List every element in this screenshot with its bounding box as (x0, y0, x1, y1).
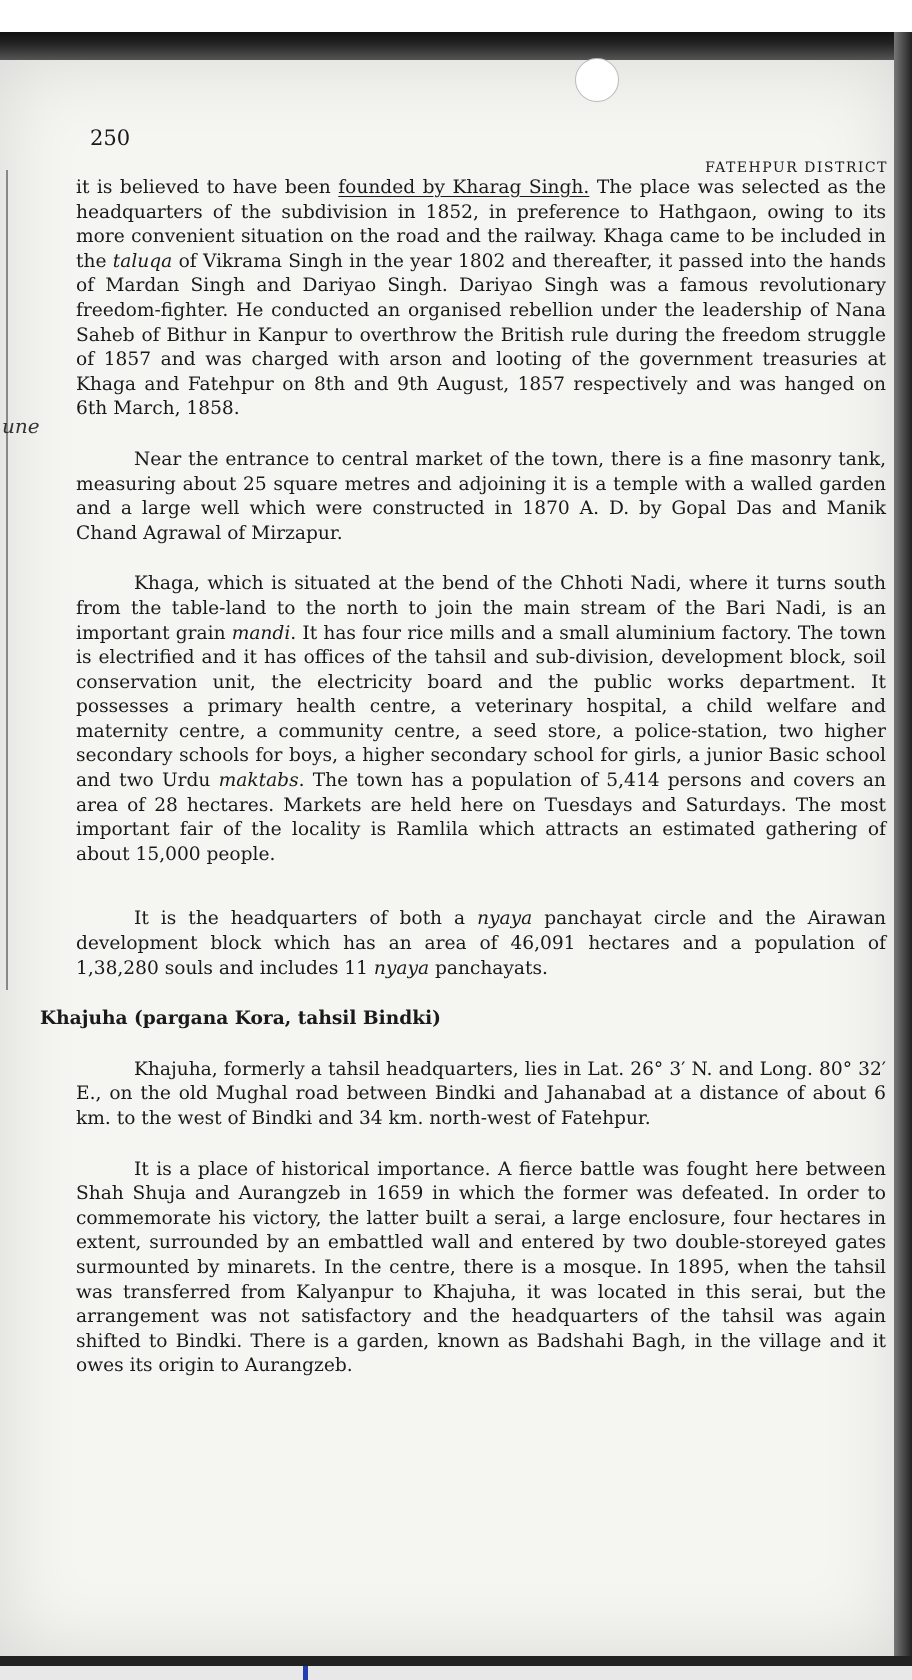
underlined-text: founded by Kharag Singh. (338, 177, 590, 198)
scan-bottom-margin (0, 1666, 912, 1680)
page-body (40, 176, 887, 1379)
margin-line (6, 170, 8, 990)
paragraph-khajuha-location: Khajuha, formerly a tahsil headquarters, lies in Lat. 26° 3′ N. and Long. 80° 32′ E., on the old Mughal road between Bindki and Jahanabad at a distance of about 6 km. to the west of Bindki and 34 km. north-west of Fatehpur. (76, 1058, 886, 1129)
scanner-frame-right (894, 32, 912, 1664)
paragraph-gap (76, 981, 886, 1007)
paragraph-khaga-history: it is believed to have been founded by Kharag Singh. The place was selected as the headquarters of the subdivision in 1852, in preference to Hathgaon, owing to its more convenient situation on the road and the railway. Khaga came to be included in the taluqa of Vikrama Singh in the year 1802 and thereafter, it passed into the hands of Mardan Singh and Dariyao Singh. Dariyao Singh was a famous revolutionary freedom-fighter. He conducted an organised rebellion under the leadership of Nana Saheb of Bithur in Kanpur to overthrow the British rule during the freedom struggle of 1857 and was charged with arson and looting of the government treasuries at Khaga and Fatehpur on 8th and 9th August, 1857 respectively and was hanged on 6th March, 1858. (76, 177, 887, 420)
scan-edge-marker (303, 1666, 308, 1680)
italic-term: taluqa (112, 250, 173, 272)
paragraph-gap (76, 422, 886, 448)
italic-term: mandi (231, 622, 291, 644)
section-heading-khajuha: Khajuha (pargana Kora, tahsil Bindki) (40, 1008, 441, 1030)
paragraph-tank-temple: Near the entrance to central market of the town, there is a fine masonry tank, measuring about 25 square metres and adjoining it is a temple with a walled garden and a large well which were constructed in 1870 A. D. by Gopal Das and Manik Chand Agrawal of Mirzapur. (76, 448, 886, 544)
italic-term: nyaya (477, 908, 533, 930)
paragraph-gap (76, 1032, 886, 1058)
paragraph-gap (76, 546, 886, 572)
paragraph-gap (76, 867, 886, 907)
scanner-frame-bottom (0, 1656, 912, 1666)
scan-top-margin (0, 0, 912, 32)
page-number: 250 (90, 126, 131, 150)
paragraph-khajuha-history: It is a place of historical importance. A fierce battle was fought here between Shah Shuja and Aurangzeb in 1659 in which the former was defeated. In order to commemorate his victory, the latter built a serai, a large enclosure, four hectares in extent, surrounded by an embattled wall and entered by two double-storeyed gates surmounted by minarets. In the centre, there is a mosque. In 1895, when the tahsil was transferred from Kalyanpur to Khajuha, it was located in this serai, but the arrangement was not satisfactory and the headquarters of the tahsil was again shifted to Bindki. There is a garden, known as Badshahi Bagh, in the village and it owes its origin to Aurangzeb. (76, 1158, 886, 1377)
italic-term: maktabs (218, 770, 299, 792)
running-head: FATEHPUR DISTRICT (705, 160, 888, 176)
paragraph-khaga-town: Khaga, which is situated at the bend of the Chhoti Nadi, where it turns south from the table-land to the north to join the main stream of the Bari Nadi, is an important grain mandi. It has four rice mills and a small aluminium factory. The town is electrified and it has offices of the tahsil and sub-division, development block, soil conservation unit, the electricity board and the public works department. It possesses a primary health centre, a veterinary hospital, a child welfare and maternity centre, a community centre, a seed store, a police-station, two higher secondary schools for boys, a higher secondary school for girls, a junior Basic school and two Urdu maktabs. The town has a population of 5,414 persons and covers an area of 28 hectares. Markets are held here on Tuesdays and Saturdays. The most important fair of the locality is Ramlila which attracts an estimated gathering of about 15,000 people. (76, 573, 887, 865)
italic-term: nyaya (373, 957, 430, 979)
scanner-frame-top (0, 32, 912, 60)
punch-hole (575, 58, 619, 102)
paragraph-gap (76, 1132, 886, 1158)
handwritten-margin-note: une (2, 414, 40, 438)
paragraph-headquarters: It is the headquarters of both a nyaya panchayat circle and the Airawan development block which has an area of 46,091 hectares and a population of 1,38,280 souls and includes 11 nyaya panchayats. (76, 908, 887, 979)
